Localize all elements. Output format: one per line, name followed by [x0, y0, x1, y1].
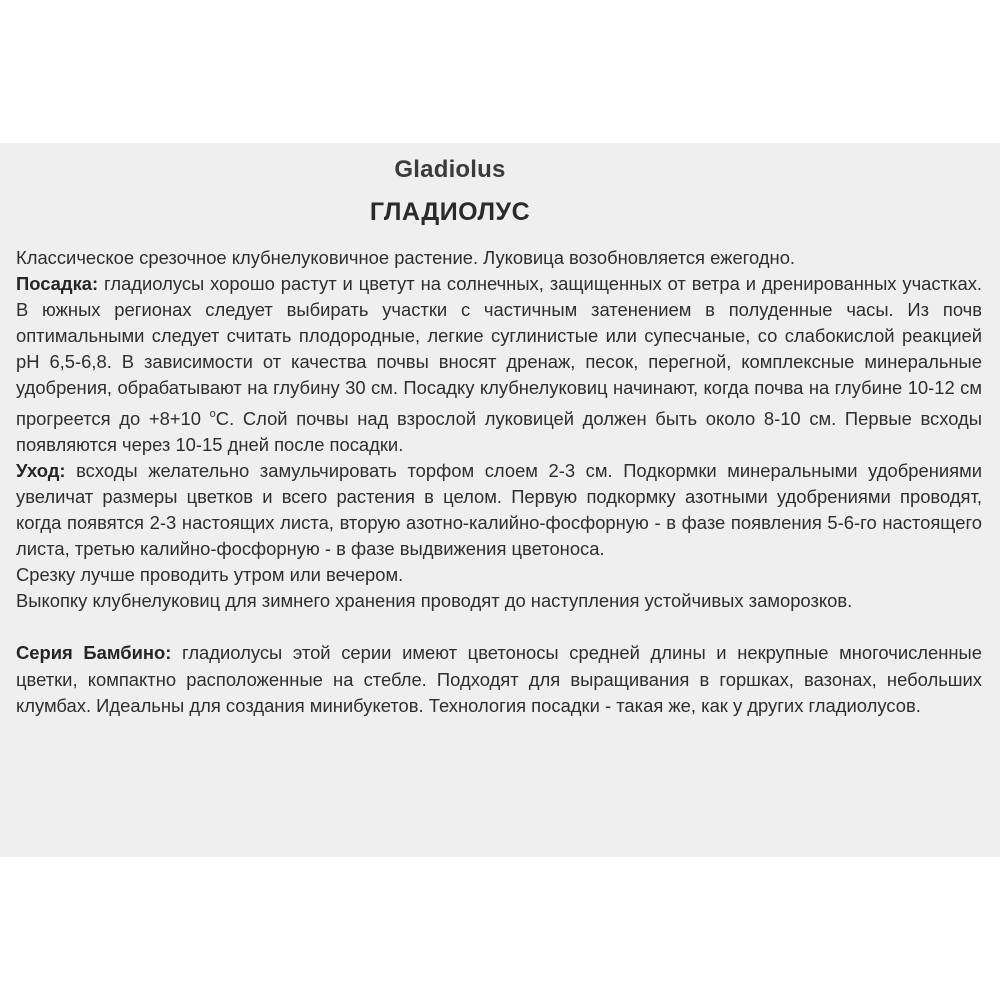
paragraph-gap [16, 614, 982, 640]
planting-paragraph [16, 271, 982, 458]
care-paragraph [16, 458, 982, 562]
cutting-text: Срезку лучше проводить утром или вечером. [16, 564, 404, 586]
care-label: Уход: [16, 459, 66, 481]
intro-text: Классическое срезочное клубнелуковичное растение. Луковица возобновляется ежегодно. [16, 247, 796, 268]
title-latin: Gladiolus [394, 156, 506, 183]
intro-paragraph [16, 245, 982, 271]
planting-text-after: С. Слой почвы над взрослой луковицей должен быть около 8-10 см. Первые всходы появляются через 10-15 дней после посадки. [16, 407, 982, 455]
digging-text: Выкопку клубнелуковиц для зимнего хранения проводят до наступления устойчивых заморозков. [16, 590, 853, 612]
digging-paragraph [16, 588, 982, 614]
care-text: всходы желательно замульчировать торфом слоем 2-3 см. Подкормки минеральными удобрениями увеличат размеры цветков и всего растения в целом. Первую подкормку азотными удобрениями проводят, когда появятся 2-3 настоящих листа, вторую азотно-калийно-фосфорную - в фазе появления 5-6-го настоящего листа, третью калийно-фосфорную - в фазе выдвижения цветоноса. [16, 459, 982, 560]
info-card [0, 143, 1000, 857]
planting-text: гладиолусы хорошо растут и цветут на солнечных, защищенных от ветра и дренированных участках. В южных регионах следует выбирать участки с частичным затенением в полуденные часы. Из почв оптимальными следует считать плодородные, легкие суглинистые или супесчаные, со слабокислой реакцией pH 6,5-6,8. В зависимости от качества почвы вносят дренаж, песок, перегной, комплексные минеральные удобрения, обрабатывают на глубину 30 см. Посадку клубнелуковиц начинают, когда почва на глубине 10-12 см прогреется до +8+10 [16, 273, 982, 429]
series-label: Серия Бамбино: [16, 642, 172, 664]
card-body [16, 245, 982, 719]
cutting-paragraph [16, 562, 982, 588]
degree-mark: о [209, 407, 216, 420]
series-paragraph [16, 640, 982, 718]
title-russian: ГЛАДИОЛУС [369, 198, 531, 226]
planting-label: Посадка: [16, 273, 99, 295]
series-text: гладиолусы этой серии имеют цветоносы средней длины и некрупные многочисленные цветки, компактно расположенные на стебле. Подходят для выращивания в горшках, вазонах, небольших клумбах. Идеальны для создания минибукетов. Технология посадки - такая же, как у других гладиолусов. [16, 642, 983, 716]
